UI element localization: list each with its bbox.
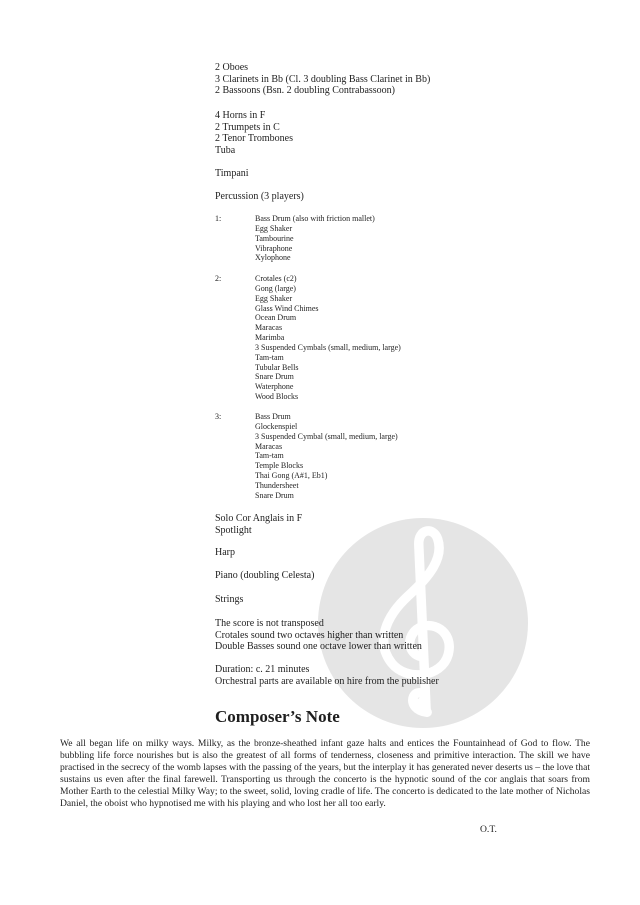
percussion-item: 3 Suspended Cymbals (small, medium, large) — [255, 342, 401, 352]
percussion-item: Glass Wind Chimes — [255, 303, 319, 313]
percussion-item: Tubular Bells — [255, 362, 299, 372]
composer-initials: O.T. — [480, 824, 497, 835]
percussion-item: Snare Drum — [255, 372, 294, 382]
percussion-item: Ocean Drum — [255, 313, 297, 323]
solo-list — [215, 513, 302, 536]
percussion-item: Egg Shaker — [255, 293, 293, 303]
instrument-line: Solo Cor Anglais in F — [215, 513, 303, 524]
harp-line: Harp — [215, 547, 235, 558]
instrument-line: 4 Horns in F — [215, 110, 266, 121]
instrument-line: Tuba — [215, 144, 236, 156]
percussion-item: Tambourine — [255, 233, 294, 243]
percussion-heading: Percussion (3 players) — [215, 191, 304, 202]
woodwinds-list — [215, 62, 430, 97]
composers-note-heading: Composer’s Note — [215, 707, 340, 726]
instrument-line: 2 Tenor Trombones — [215, 133, 294, 145]
percussion-item: Egg Shaker — [255, 223, 293, 233]
instrument-line: 2 Bassoons (Bsn. 2 doubling Contrabassoon) — [215, 85, 395, 97]
instrument-line: 2 Trumpets in C — [215, 121, 280, 133]
player-number: 2: — [215, 274, 222, 283]
percussion-item: Vibraphone — [255, 243, 293, 253]
parts-line: Orchestral parts are available on hire from the publisher — [215, 675, 439, 687]
percussion-item: Crotales (c2) — [255, 274, 297, 283]
percussion-item: Thundersheet — [255, 480, 299, 490]
percussion-item: 3 Suspended Cymbal (small, medium, large) — [255, 431, 398, 441]
percussion-item: Waterphone — [255, 382, 294, 392]
brass-list — [215, 110, 293, 156]
percussion-item: Gong (large) — [255, 283, 296, 293]
percussion-item: Tam-tam — [255, 451, 284, 461]
percussion-item: Bass Drum — [255, 412, 291, 421]
score-note-line: Crotales sound two octaves higher than written — [215, 629, 404, 641]
duration-line: Duration: c. 21 minutes — [215, 664, 310, 675]
percussion-item: Maracas — [255, 323, 283, 333]
percussion-item: Maracas — [255, 441, 283, 451]
score-note-line: Double Basses sound one octave lower than written — [215, 641, 422, 653]
percussion-item: Marimba — [255, 333, 285, 343]
timpani-line: Timpani — [215, 168, 249, 179]
strings-line: Strings — [215, 594, 244, 605]
composers-note-text: We all began life on milky ways. Milky, as the bronze-sheathed infant gaze halts and entices the Fountainhead of God to flow. The bubbling life force nourishes but is also the greatest of all forms of tenderness, closeness and primitive interaction. The skill we have practised in the secrecy of the womb lapses with the passing of the years, but the interplay it has generated never deserts us – the love that sustains us even after the final farewell. Transporting us through the concerto is the hypnotic sound of the cor anglais that soars from Mother Earth to the celestial Milky Way; to the sweet, solid, loving cradle of life. The concerto is dedicated to the late mother of Nicholas Daniel, the oboist who hypnotised me with his playing and who lost her all too early. — [60, 738, 590, 809]
instrument-line: 3 Clarinets in Bb (Cl. 3 doubling Bass Clarinet in Bb) — [215, 73, 431, 85]
instrument-line: 2 Oboes — [215, 62, 249, 73]
percussion-item: Temple Blocks — [255, 461, 304, 471]
percussion-item: Snare Drum — [255, 490, 294, 500]
score-notes — [215, 618, 422, 653]
percussion-item: Thai Gong (A#1, Eb1) — [255, 471, 328, 481]
player-number: 3: — [215, 412, 222, 421]
player-number: 1: — [215, 214, 222, 223]
piano-line: Piano (doubling Celesta) — [215, 570, 315, 581]
score-note-line: The score is not transposed — [215, 618, 324, 629]
percussion-item: Xylophone — [255, 253, 291, 263]
percussion-item: Glockenspiel — [255, 421, 298, 431]
percussion-item: Tam-tam — [255, 352, 284, 362]
instrument-line: Spotlight — [215, 524, 252, 536]
percussion-item: Bass Drum (also with friction mallet) — [255, 214, 375, 223]
duration-info — [215, 664, 439, 687]
percussion-item: Wood Blocks — [255, 392, 299, 402]
